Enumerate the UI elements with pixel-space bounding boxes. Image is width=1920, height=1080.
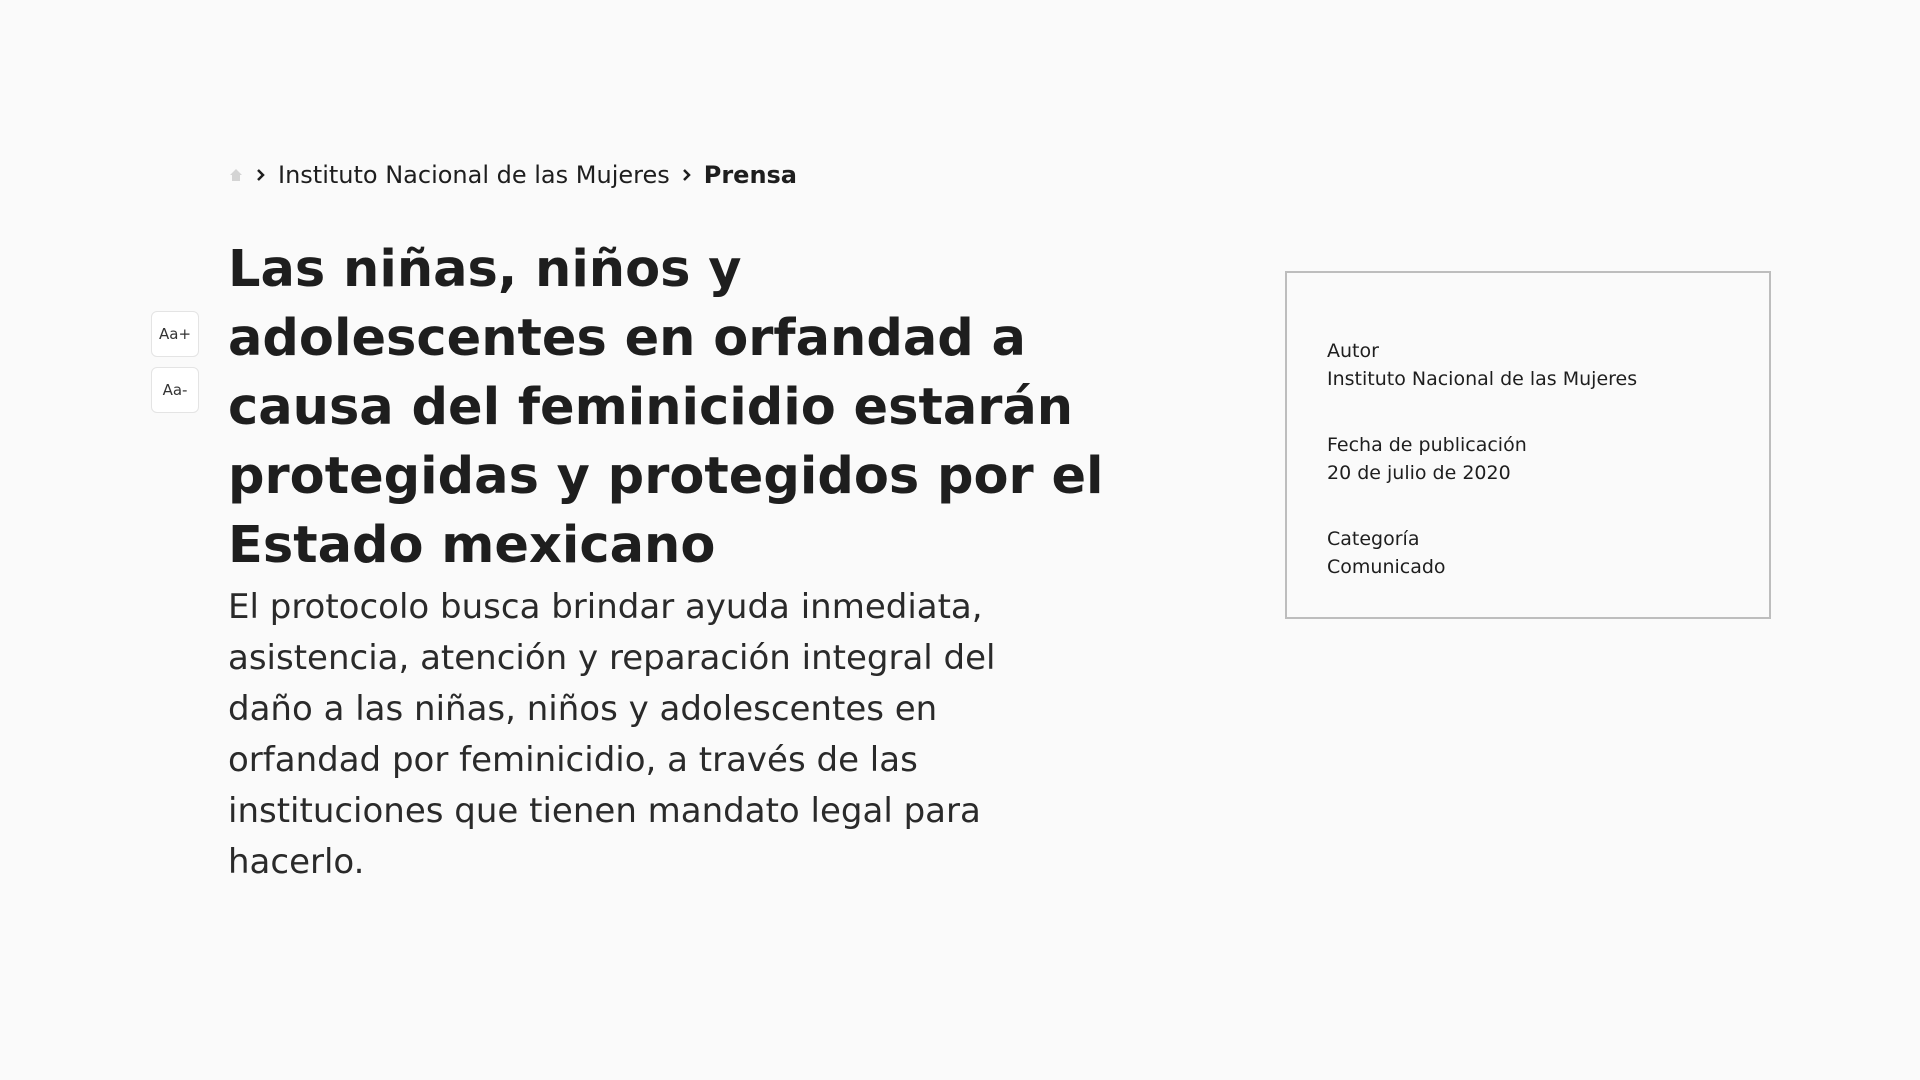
meta-author <box>1327 337 1729 393</box>
meta-date-value: 20 de julio de 2020 <box>1327 462 1511 484</box>
chevron-right-icon <box>680 165 694 185</box>
decrease-font-button[interactable]: Aa- <box>151 367 199 413</box>
font-size-tools <box>151 311 199 413</box>
meta-author-value: Instituto Nacional de las Mujeres <box>1327 368 1638 390</box>
meta-category-value: Comunicado <box>1327 556 1446 578</box>
meta-date <box>1327 431 1729 487</box>
meta-author-label: Autor <box>1327 340 1379 362</box>
article-summary: El protocolo busca brindar ayuda inmediata, asistencia, atención y reparación integral del daño a las niñas, niños y adolescentes en orfandad por feminicidio, a través de las instituciones que tienen mandato legal para hacerlo. <box>228 587 996 882</box>
breadcrumb-item-inmujeres[interactable]: Instituto Nacional de las Mujeres <box>278 161 670 189</box>
home-icon[interactable] <box>228 167 244 183</box>
breadcrumb <box>228 158 797 192</box>
meta-category-label: Categoría <box>1327 528 1420 550</box>
article-title: Las niñas, niños y adolescentes en orfandad a causa del feminicidio estarán protegidas y protegidos por el Estado mexicano <box>228 240 1104 575</box>
chevron-right-icon <box>254 165 268 185</box>
article-metadata-box <box>1285 271 1771 619</box>
meta-date-label: Fecha de publicación <box>1327 434 1527 456</box>
breadcrumb-item-prensa[interactable]: Prensa <box>703 161 798 189</box>
meta-category <box>1327 525 1729 581</box>
increase-font-button[interactable]: Aa+ <box>151 311 199 357</box>
